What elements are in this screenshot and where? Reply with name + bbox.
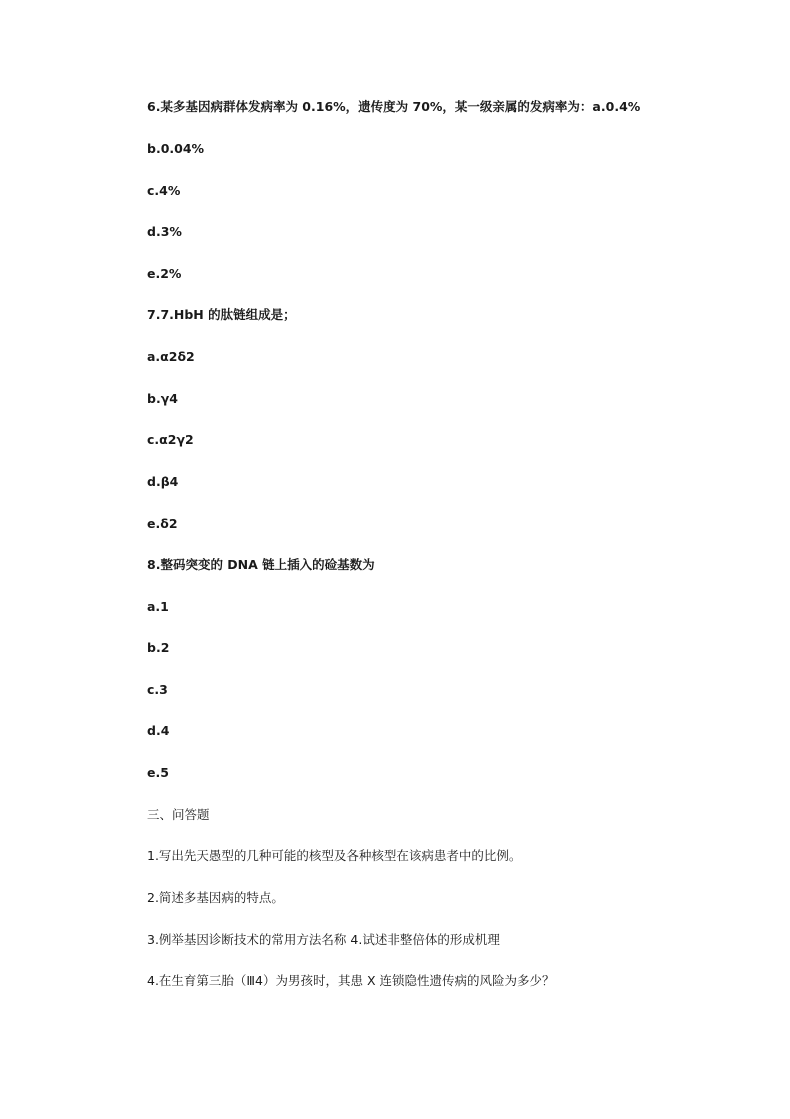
question-7-option-e: e.δ2 — [147, 516, 178, 531]
question-6-stem: 6.某多基因病群体发病率为 0.16%，遗传度为 70%，某一级亲属的发病率为：a.0.4% — [147, 99, 641, 114]
question-8-option-c: c.3 — [147, 682, 168, 697]
question-8-stem: 8.整码突变的 DNA 链上插入的硷基数为 — [147, 557, 375, 572]
question-6-option-d: d.3% — [147, 224, 182, 239]
section-heading: 三、问答题 — [147, 807, 210, 822]
question-7-option-a: a.α2δ2 — [147, 349, 195, 364]
question-7-option-b: b.γ4 — [147, 391, 178, 406]
question-8-option-d: d.4 — [147, 723, 170, 738]
question-6-option-b: b.0.04% — [147, 141, 205, 156]
question-6-option-c: c.4% — [147, 183, 181, 198]
question-7-option-c: c.α2γ2 — [147, 432, 194, 447]
essay-question-4: 4.在生育第三胎（Ⅲ4）为男孩时，其患 X 连锁隐性遗传病的风险为多少？ — [147, 973, 555, 988]
question-8-option-a: a.1 — [147, 599, 169, 614]
question-7-option-d: d.β4 — [147, 474, 179, 489]
question-8-option-e: e.5 — [147, 765, 169, 780]
essay-question-2: 2.简述多基因病的特点。 — [147, 890, 284, 905]
essay-question-1: 1.写出先天愚型的几种可能的核型及各种核型在该病患者中的比例。 — [147, 848, 522, 863]
question-8-option-b: b.2 — [147, 640, 170, 655]
question-7-stem: 7.7.HbH 的肽链组成是； — [147, 307, 296, 322]
essay-question-3: 3.例举基因诊断技术的常用方法名称 4.试述非整倍体的形成机理 — [147, 932, 500, 947]
question-6-option-e: e.2% — [147, 266, 182, 281]
